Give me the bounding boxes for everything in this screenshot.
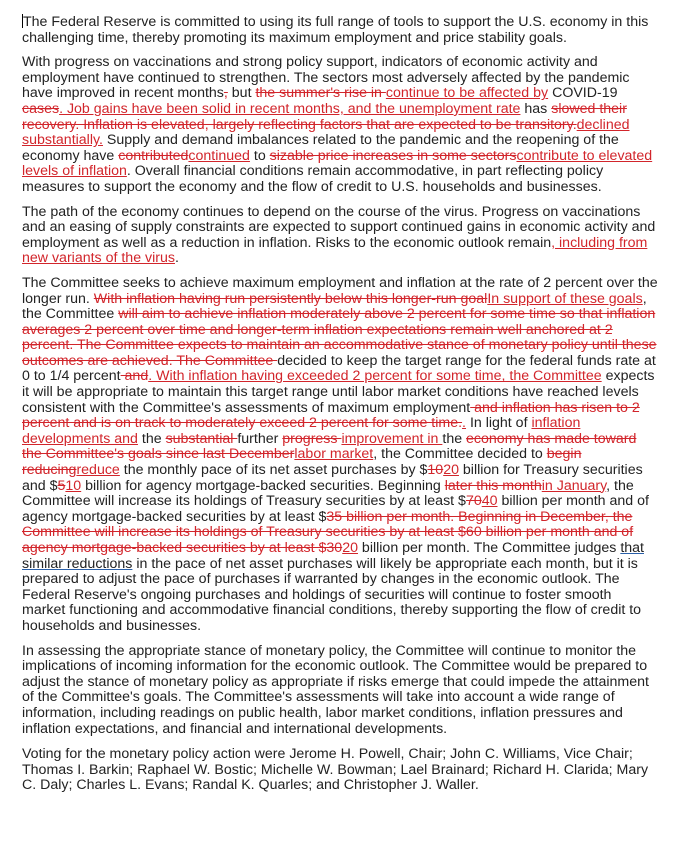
inserted-text: . Job gains have been solid in recent months, and the unemployment rate [59, 100, 521, 117]
deleted-text: the summer's rise in [255, 85, 386, 102]
inserted-text: contribute to elevated levels of inflation [22, 147, 653, 180]
paragraph-commitment: The Federal Reserve is committed to using its full range of tools to support the U.S. economy in this challenging time, thereby promoting its maximum employment and price stability goals. [22, 14, 649, 46]
inserted-text: , including from new variants of the virus [22, 234, 648, 267]
inserted-text: continued [188, 147, 250, 164]
deleted-text: progress [282, 430, 342, 447]
inserted-text: 10 [65, 477, 82, 494]
deleted-text: contributed [118, 147, 189, 164]
deleted-text: substantial [165, 430, 238, 447]
inserted-text: 40 [481, 493, 498, 510]
inserted-text: declined substantially. [22, 116, 630, 149]
deleted-text: 10 [427, 462, 444, 479]
deleted-text: 70 [465, 493, 482, 510]
deleted-text: 5 [57, 477, 66, 494]
deleted-text: 35 billion per month. Beginning in December, the Committee will increase its holdings of Treasury securities by at least $60 billion per month and of agency mortgage-backed securities by at least $30 [22, 508, 634, 556]
deleted-text: , [223, 85, 228, 102]
deleted-text: With inflation having run persistently below this longer-run goal [93, 290, 488, 307]
deleted-text: begin reducing [22, 446, 582, 479]
inserted-text: . [462, 415, 466, 432]
paragraph-economy: With progress on vaccinations and strong policy support, indicators of economic activity and employment have continued to strengthen. The sectors most adversely affected by the pandemic have improved in recent months, but the summer's rise in continue to be affected by COVID-19 cases. Job gains have been solid in recent months, and the unemployment rate has slowed their recovery. Inflation is elevated, largely reflecting factors that are expected to be transitory.declined substantially. Supply and demand imbalances related to the pandemic and the reopening of the economy have contributedcontinued to sizable price increases in some sectorscontribute to elevated levels of inflation. Overall financial conditions remain accommodative, in part reflecting policy measures to support the economy and the flow of credit to U.S. households and businesses. [22, 54, 653, 195]
inserted-text: 20 [342, 540, 358, 556]
paragraph-policy: The Committee seeks to achieve maximum employment and inflation at the rate of 2 percent over the longer run. With inflation having run persistently below this longer-run goalIn support of these goals, the Committee will aim to achieve inflation moderately above 2 percent for some time so that inflation averages 2 percent over time and longer-term inflation expectations remain well anchored at 2 percent. The Committee expects to maintain an accommodative stance of monetary policy until these outcomes are achieved. The Committee decided to keep the target range for the federal funds rate at 0 to 1/4 percent and. With inflation having exceeded 2 percent for some time, the Committee expects it will be appropriate to maintain this target range until labor market conditions have reached levels consistent with the Committee's assessments of maximum employment and inflation has risen to 2 percent and is on track to moderately exceed 2 percent for some time.. In light of inflation developments and the substantial further progress improvement in the economy has made toward the Committee's goals since last Decemberlabor market, the Committee decided to begin reducingreduce the monthly pace of its net asset purchases by $1020 billion for Treasury securities and $510 billion for agency mortgage-backed securities. Beginning later this monthin January, the Committee will increase its holdings of Treasury securities by at least $7040 billion per month and of agency mortgage-backed securities by at least $35 billion per month. Beginning in December, the Committee will increase its holdings of Treasury securities by at least $60 billion per month and of agency mortgage-backed securities by at least $3020 billion per month. The Committee judges that similar reductions in the pace of net asset purchases will likely be appropriate each month, but it is prepared to adjust the pace of purchases if warranted by changes in the economic outlook. The Federal Reserve's ongoing purchases and holdings of securities will continue to foster smooth market functioning and accommodative financial conditions, thereby supporting the flow of credit to households and businesses. [22, 274, 658, 634]
paragraph-outlook: The path of the economy continues to depend on the course of the virus. Progress on vaccinations and an easing of supply constraints are expected to support continued gains in economic activity and employment as well as a reduction in inflation. Risks to the economic outlook remain, including from new variants of the virus. [22, 203, 656, 267]
paragraph-voting: Voting for the monetary policy action were Jerome H. Powell, Chair; John C. Williams, Vice Chair; Thomas I. Barkin; Raphael W. Bostic; Michelle W. Bowman; Lael Brainard; Richard H. Clarida; Mary C. Daly; Charles L. Evans; Randal K. Quarles; and Christopher J. Waller. [22, 746, 649, 794]
inserted-text: 20 [443, 462, 459, 479]
deleted-text: economy has made toward the Committee's goals since last December [22, 430, 637, 463]
inserted-text: improvement in [341, 430, 443, 447]
deleted-text: and inflation has risen to 2 percent and is on track to moderately exceed 2 percent for some time. [22, 399, 640, 432]
inserted-text: labor market [294, 446, 374, 463]
inserted-text: In support of these goals [487, 290, 643, 307]
grammar-flagged-text[interactable]: that similar reductions [22, 540, 644, 572]
inserted-text: . With inflation having exceeded 2 percent for some time, the Committee [148, 368, 602, 385]
deleted-text: will aim to achieve inflation moderately above 2 percent for some time so that inflation averages 2 percent over time and longer-term inflation expectations remain well anchored at 2 percent. The Committee expects to maintain an accommodative stance of monetary policy until these outcomes are achieved. The Committee [22, 306, 657, 369]
deleted-text: sizable price increases in some sectors [269, 147, 517, 164]
deleted-text: later this month [444, 477, 542, 494]
inserted-text: in January [541, 477, 607, 494]
deleted-text: slowed their recovery. Inflation is elevated, largely reflecting factors that are expected to be transitory. [22, 100, 627, 133]
paragraph-assessment: In assessing the appropriate stance of monetary policy, the Committee will continue to monitor the implications of incoming information for the economic outlook. The Committee would be prepared to adjust the stance of monetary policy as appropriate if risks emerge that could impede the attainment of the Committee's goals. The Committee's assessments will take into account a wide range of information, including readings on public health, labor market conditions, inflation pressures and inflation expectations, and financial and international developments. [22, 642, 649, 737]
document-body[interactable] [22, 14, 658, 803]
inserted-text: inflation developments and [22, 415, 581, 447]
inserted-text: continue to be affected by [385, 85, 549, 102]
deleted-text: cases [22, 100, 60, 117]
inserted-text: reduce [76, 462, 120, 479]
deleted-text: and [120, 368, 149, 385]
